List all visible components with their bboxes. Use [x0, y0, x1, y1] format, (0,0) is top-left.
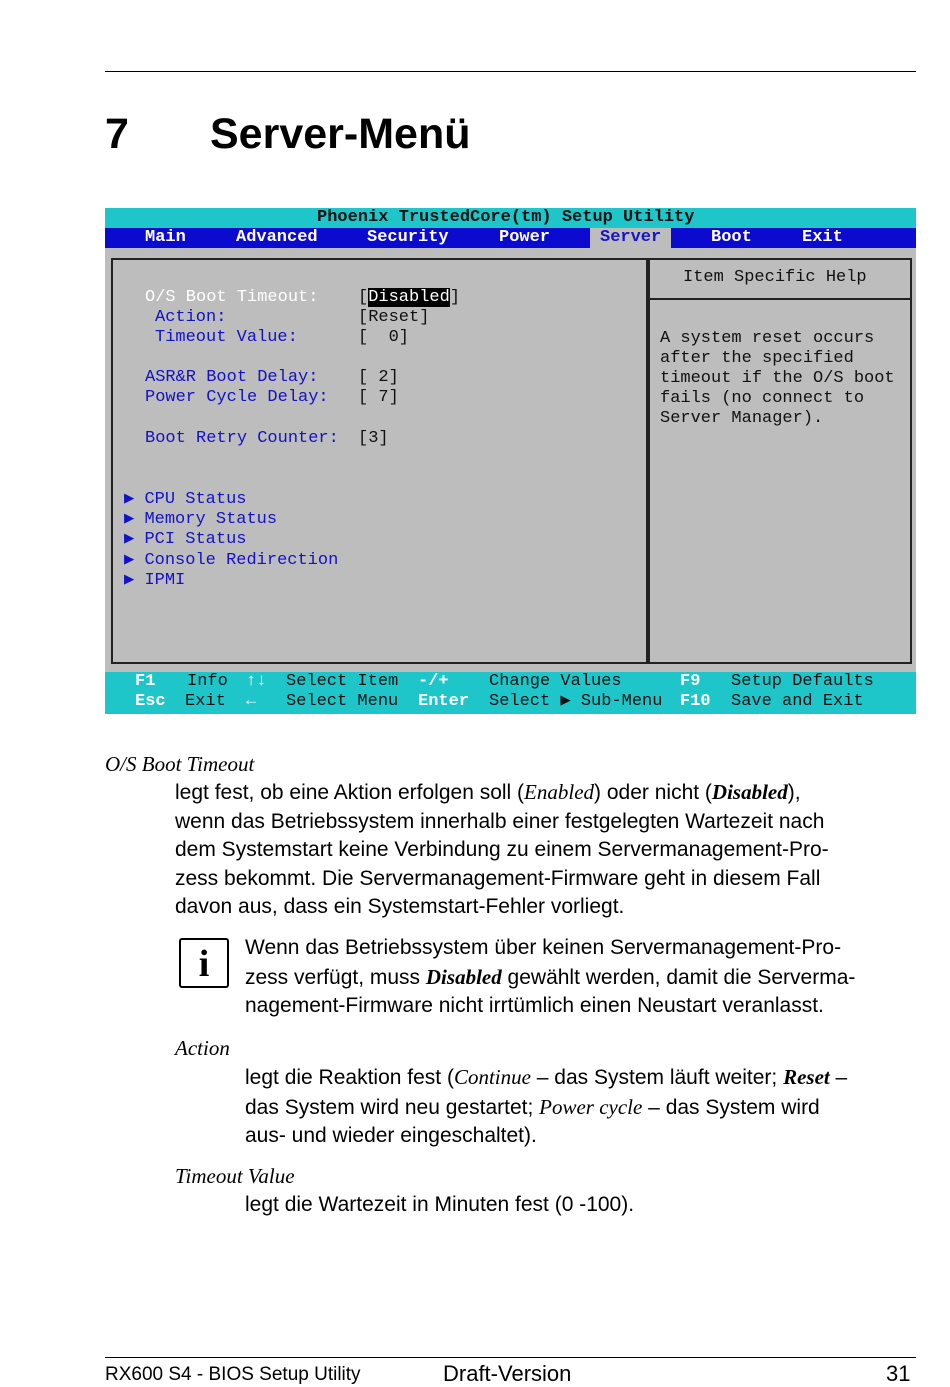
submenu-memory-status[interactable]: ▶ Memory Status [124, 510, 278, 529]
help-separator [646, 298, 910, 300]
key-enter: Enter [418, 692, 470, 711]
bios-title: Phoenix TrustedCore(tm) Setup Utility [317, 208, 695, 227]
term-os-boot-timeout: O/S Boot Timeout [105, 752, 255, 776]
submenu-cpu-status[interactable]: ▶ CPU Status [124, 490, 247, 509]
setting-label-timeout-value[interactable]: Timeout Value: [155, 328, 298, 347]
setting-value-action[interactable]: [Reset] [358, 308, 430, 327]
help-line: timeout if the O/S boot [660, 369, 895, 388]
desc-os-boot-timeout [175, 778, 915, 922]
submenu-console-redirection[interactable]: ▶ Console Redirection [124, 551, 339, 570]
help-panel [646, 258, 912, 664]
help-line: after the specified [660, 349, 854, 368]
submenu-arrow-icon: ▶ [124, 530, 135, 549]
footer-draft-label: Draft-Version [443, 1361, 572, 1386]
desc-line: legt die Wartezeit in Minuten fest (0 -100). [245, 1193, 635, 1216]
submenu-ipmi[interactable]: ▶ IPMI [124, 571, 186, 590]
setting-label-power-cycle-delay[interactable]: Power Cycle Delay: [145, 388, 329, 407]
help-line: A system reset occurs [660, 329, 875, 348]
header-rule [105, 71, 916, 72]
key-f10-desc: Save and Exit [731, 692, 864, 711]
key-enter-desc: Select ▶ Sub-Menu [489, 692, 663, 711]
help-line: Server Manager). [660, 409, 824, 428]
submenu-arrow-icon: ▶ [124, 571, 135, 590]
key-updown: ↑↓ [246, 672, 267, 691]
key-f10: F10 [680, 692, 711, 711]
desc-timeout-value [245, 1191, 917, 1220]
desc-line: zess bekommt. Die Servermanagement-Firmware geht in diesem Fall [175, 866, 821, 890]
page-number: 31 [886, 1361, 911, 1386]
footer-doc-title: RX600 S4 - BIOS Setup Utility [105, 1364, 361, 1385]
key-esc-desc: Exit [185, 692, 226, 711]
key-f9: F9 [680, 672, 701, 691]
chapter-number: 7 [105, 110, 129, 158]
menu-server[interactable]: Server [590, 228, 671, 248]
term-action: Action [175, 1036, 230, 1060]
help-line: fails (no connect to [660, 389, 865, 408]
setting-label-asrr-boot-delay[interactable]: ASR&R Boot Delay: [145, 368, 319, 387]
desc-line: legt fest, ob eine Aktion erfolgen soll (Enabled) oder nicht (Disabled), [175, 780, 801, 804]
setting-value-timeout-value[interactable]: [ 0] [358, 328, 410, 347]
note-line: Wenn das Betriebssystem über keinen Servermanagement-Pro- [245, 936, 842, 959]
menu-advanced[interactable]: Advanced [236, 228, 318, 247]
menu-exit[interactable]: Exit [802, 228, 843, 247]
key-leftright: ← [246, 692, 257, 711]
help-title: Item Specific Help [683, 268, 867, 287]
submenu-arrow-icon: ▶ [124, 510, 135, 529]
info-icon: i [179, 938, 229, 988]
term-timeout-value: Timeout Value [175, 1164, 295, 1188]
setting-label-action[interactable]: Action: [155, 308, 227, 327]
key-f9-desc: Setup Defaults [731, 672, 874, 691]
setting-label-boot-retry-counter[interactable]: Boot Retry Counter: [145, 429, 339, 448]
setting-value-boot-retry-counter[interactable]: [3] [358, 429, 389, 448]
menu-main[interactable]: Main [145, 228, 186, 247]
note-line: zess verfügt, muss Disabled gewählt werden, damit die Serverma- [245, 964, 856, 989]
desc-line: dem Systemstart keine Verbindung zu einem Servermanagement-Pro- [175, 838, 829, 861]
menu-boot[interactable]: Boot [711, 228, 752, 247]
key-plusminus: -/+ [418, 672, 449, 691]
key-leftright-desc: Select Menu [286, 692, 399, 711]
key-esc: Esc [135, 692, 166, 711]
desc-line: davon aus, dass ein Systemstart-Fehler vorliegt. [175, 895, 625, 918]
setting-value-asrr-boot-delay[interactable]: [ 2] [358, 368, 399, 387]
submenu-pci-status[interactable]: ▶ PCI Status [124, 530, 247, 549]
setting-value-os-boot-timeout[interactable]: [Disabled] [358, 288, 461, 307]
desc-line: legt die Reaktion fest (Continue – das System läuft weiter; Reset – [245, 1065, 848, 1089]
setting-value-power-cycle-delay[interactable]: [ 7] [358, 388, 399, 407]
menu-security[interactable]: Security [367, 228, 449, 247]
bios-screen [105, 208, 916, 714]
key-f1-desc: Info [187, 672, 228, 691]
key-updown-desc: Select Item [286, 672, 399, 691]
chapter-title: Server-Menü [210, 110, 471, 158]
desc-action [245, 1063, 917, 1151]
setting-label-os-boot-timeout[interactable]: O/S Boot Timeout: [145, 288, 319, 307]
note-line: nagement-Firmware nicht irrtümlich einen Neustart veranlasst. [245, 994, 824, 1017]
desc-line: aus- und wieder eingeschaltet). [245, 1124, 537, 1147]
desc-line: das System wird neu gestartet; Power cycle – das System wird [245, 1094, 820, 1119]
key-f1: F1 [135, 672, 156, 691]
desc-line: wenn das Betriebssystem innerhalb einer festgelegten Wartezeit nach [175, 809, 825, 833]
footer-rule [105, 1357, 916, 1358]
key-plusminus-desc: Change Values [489, 672, 622, 691]
submenu-arrow-icon: ▶ [124, 490, 135, 509]
menu-power[interactable]: Power [499, 228, 551, 247]
info-note [245, 934, 917, 1021]
submenu-arrow-icon: ▶ [124, 551, 135, 570]
